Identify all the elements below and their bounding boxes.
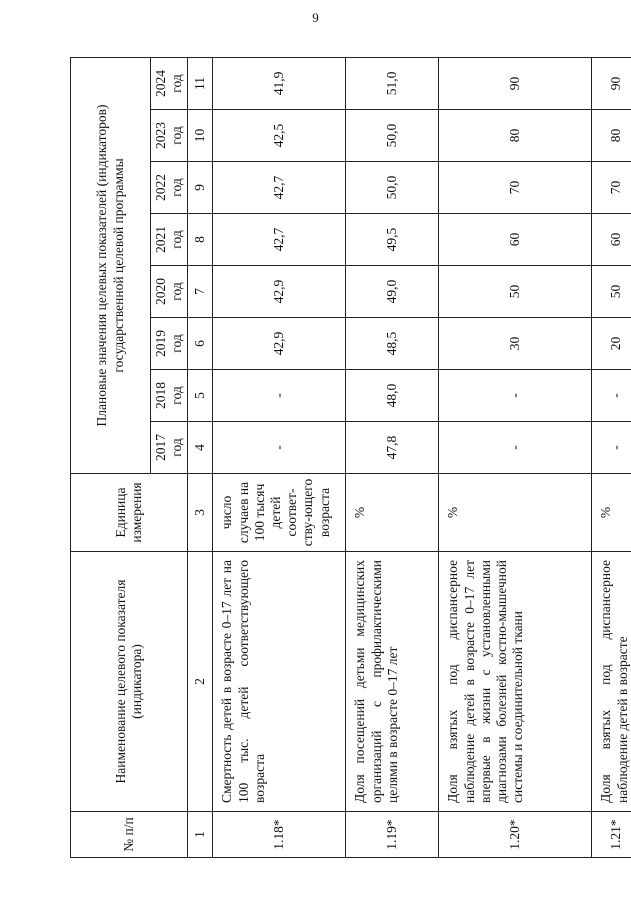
row-num: 1.19* <box>346 812 439 858</box>
row-unit: % <box>439 474 592 552</box>
table-row <box>346 57 439 857</box>
table-row <box>439 57 592 857</box>
col-number: 6 <box>188 318 213 370</box>
row-indicator-name: Доля посещений детьми медицинских организаций с профилактическими целями в возрасте 0–17 лет <box>346 552 439 812</box>
row-value: 47,8 <box>346 422 439 474</box>
row-value: 42,7 <box>213 214 346 266</box>
row-value: 60 <box>439 214 592 266</box>
row-value: 42,5 <box>213 110 346 162</box>
rotated-table-frame <box>70 58 630 858</box>
col-number: 8 <box>188 214 213 266</box>
row-value: 70 <box>592 162 631 214</box>
col-number: 2 <box>188 552 213 812</box>
table-container <box>70 58 630 858</box>
page-number: 9 <box>312 10 319 25</box>
header-row <box>71 57 151 857</box>
year-2020: 2020 год <box>151 266 188 318</box>
header-name: Наименование целевого показателя (индикатора) <box>71 552 188 812</box>
row-value: 90 <box>592 57 631 109</box>
row-value: - <box>439 422 592 474</box>
row-unit: % <box>592 474 631 552</box>
row-value: - <box>439 370 592 422</box>
row-value: 51,0 <box>346 57 439 109</box>
year-2024: 2024 год <box>151 57 188 109</box>
col-number: 5 <box>188 370 213 422</box>
row-value: 80 <box>439 110 592 162</box>
year-2019: 2019 год <box>151 318 188 370</box>
column-numbers-row <box>188 57 213 857</box>
col-number: 3 <box>188 474 213 552</box>
row-value: 50 <box>592 266 631 318</box>
row-value: 49,0 <box>346 266 439 318</box>
row-unit: число случаев на 100 тысяч детей соответ-ству-ющего возраста <box>213 474 346 552</box>
row-value: 42,7 <box>213 162 346 214</box>
row-value: 90 <box>439 57 592 109</box>
row-value: - <box>592 422 631 474</box>
row-value: 42,9 <box>213 266 346 318</box>
table-row <box>592 57 631 857</box>
row-indicator-name: Доля взятых под диспансерное наблюдение детей в возрасте <box>592 552 631 812</box>
header-plan: Плановые значения целевых показателей (индикаторов) государственной целевой программы <box>71 57 151 473</box>
year-2017: 2017 год <box>151 422 188 474</box>
col-number: 9 <box>188 162 213 214</box>
row-indicator-name: Смертность детей в возрасте 0–17 лет на 100 тыс. детей соответствующего возраста <box>213 552 346 812</box>
row-value: 50,0 <box>346 110 439 162</box>
row-unit: % <box>346 474 439 552</box>
col-number: 4 <box>188 422 213 474</box>
row-value: 80 <box>592 110 631 162</box>
row-value: 20 <box>592 318 631 370</box>
table-row <box>213 57 346 857</box>
year-2021: 2021 год <box>151 214 188 266</box>
header-num: № п/п <box>71 812 188 858</box>
row-num: 1.18* <box>213 812 346 858</box>
row-num: 1.21* <box>592 812 631 858</box>
target-indicators-table <box>70 57 631 858</box>
row-value: - <box>213 422 346 474</box>
row-value: - <box>213 370 346 422</box>
year-2018: 2018 год <box>151 370 188 422</box>
row-value: 50,0 <box>346 162 439 214</box>
col-number: 7 <box>188 266 213 318</box>
row-indicator-name: Доля взятых под диспансерное наблюдение детей в возрасте 0–17 лет впервые в жизни с установленными диагнозами болезней костно-мышечной системы и соединительной ткани <box>439 552 592 812</box>
row-value: 42,9 <box>213 318 346 370</box>
year-2022: 2022 год <box>151 162 188 214</box>
row-value: 30 <box>439 318 592 370</box>
row-value: - <box>592 370 631 422</box>
col-number: 1 <box>188 812 213 858</box>
row-value: 50 <box>439 266 592 318</box>
row-value: 49,5 <box>346 214 439 266</box>
header-unit: Единица измерения <box>71 474 188 552</box>
row-value: 48,5 <box>346 318 439 370</box>
year-2023: 2023 год <box>151 110 188 162</box>
row-value: 41,9 <box>213 57 346 109</box>
row-num: 1.20* <box>439 812 592 858</box>
col-number: 10 <box>188 110 213 162</box>
row-value: 70 <box>439 162 592 214</box>
row-value: 60 <box>592 214 631 266</box>
row-value: 48,0 <box>346 370 439 422</box>
col-number: 11 <box>188 57 213 109</box>
